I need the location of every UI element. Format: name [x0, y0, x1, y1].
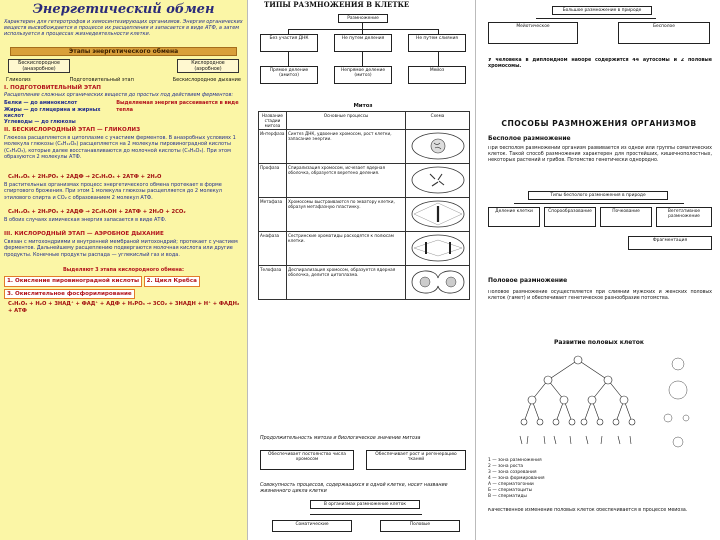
phase-text: Хромосомы выстраиваются по экватору клетки, образуя метафазную пластинку. — [287, 198, 406, 232]
legend-item: 2 — зона роста — [488, 464, 524, 469]
sexual-heading: Половое размножение — [488, 277, 568, 284]
nature-reproduction-box: Большое размножение в природе — [552, 6, 652, 15]
stage2-heading: II. БЕСКИСЛОРОДНЫЙ ЭТАП — ГЛИКОЛИЗ — [4, 127, 141, 134]
col-header-process: Основные процессы — [287, 112, 406, 130]
sexual-cells-box: Половые — [380, 520, 460, 532]
stage2-text: Глюкоза расщепляется в цитоплазме с участием ферментов. В анаэробных условиях 1 молекула глюкозы (C₆H₁₂O₆) расщепляется на 2 молекулы пировиноградной кислоты (C₃H₄O₃), которые далее восстанавливаются до молочной кислоты (C₃H₆O₃). При этом образуются 2 молекулы АТФ. — [4, 135, 236, 160]
phase-name: Интерфаза — [259, 130, 287, 164]
telophase-scheme — [406, 266, 470, 300]
anaphase-scheme — [406, 232, 470, 266]
legend-item: Б — сперматоциты — [488, 488, 533, 493]
table-header-row — [259, 112, 470, 130]
somatic-box: Соматические — [272, 520, 352, 532]
substances-list — [4, 100, 110, 125]
asexual-type-3: Почкование — [600, 207, 652, 227]
asexual-heading: Бесполое размножение — [488, 135, 571, 142]
step-1: 1. Окисление пировиноградной кислоты — [4, 276, 142, 286]
anaerobic-box: Бескислородное (анаэробное) — [8, 59, 70, 73]
sexual-text: Половое размножение осуществляется при слиянии мужских и женских половых клеток (гамет) и обеспечивает генетическое разнообразие потомства. — [488, 290, 712, 301]
significance-box-left: Обеспечивает постоянство числа хромосом — [260, 450, 354, 470]
stages-banner: Этапы энергетического обмена — [10, 47, 237, 56]
meiosis-note: Качественное изменение половых клеток обеспечивается в процессе мейоза. — [488, 508, 688, 513]
asexual-text: При бесполом размножении организм развивается из одной или группы соматических клеток. Такой способ размножения характерен для простейших, кишечнополостных, некоторых растений и грибов. Потомство генетически однородно. — [488, 146, 712, 163]
asexual-type-4: Вегетативное размножение — [656, 207, 712, 227]
asexual-type-2: Спорообразование — [544, 207, 596, 227]
intro-text: Характерен для гетеротрофов и хемосинтезирующих организмов. Энергия органических веществ высвобождается в процессе их расщепления и запасается в виде АТФ, а затем используется в процессах жизнедеятельности клетки. — [4, 19, 243, 38]
legend-item: 3 — зона созревания — [488, 470, 537, 475]
life-cycle-text: Совокупность процессов, содержащихся в одной клетке, носит название жизненного цикла клетки — [260, 483, 448, 494]
type-box-3: Не путем слияния — [408, 34, 466, 52]
stage3-text: Связан с митохондриями и внутренней мембраной митохондрий; протекает с участием ферментов. Дальнейшему расщеплению подвергаются молочная кислота или другие продукты. Конечные продукты распада — углекислый газ и вода. — [4, 239, 238, 258]
asexual-type-1: Деление клетки — [488, 207, 540, 227]
reproduction-box: Размножение — [338, 14, 388, 23]
col-header-stage: Название стадии митоза — [259, 112, 287, 130]
mitosis-significance: Продолжительность митоза и биологическое значение митоза — [260, 436, 421, 441]
gametogenesis-diagram — [492, 352, 712, 456]
step-2: 2. Цикл Кребса — [144, 276, 200, 286]
stage3-heading: III. КИСЛОРОДНЫЙ ЭТАП — АЭРОБНОЕ ДЫХАНИЕ — [4, 231, 164, 238]
sheet-title: Энергетический обмен — [32, 2, 215, 17]
phase-text: Деспирализация хромосом, образуется ядерная оболочка, делится цитоплазма. — [287, 266, 406, 300]
mitosis-title: Митоз — [353, 103, 373, 109]
formula-krebs: C₃H₄O₃ + H₂O + 3НАД⁺ + ФАД⁺ + АДФ + H₃PO₄ → 3CO₂ + 3НАДН + H⁺ + ФАДН₂ + АТФ — [8, 300, 240, 314]
gamete-heading: Развитие половых клеток — [554, 339, 644, 346]
table-row — [259, 232, 470, 266]
step-3: 3. Окислительное фосфорилирование — [4, 289, 135, 299]
phase-name: Телофаза — [259, 266, 287, 300]
organism-box: В организмах размножение клеток — [310, 500, 420, 509]
arrow-label-prep: Подготовительный этап — [69, 77, 134, 83]
legend-list — [488, 458, 638, 500]
asexual-types-title: Типы бесполого размножения в природе — [528, 191, 668, 200]
phase-text: Сестринские хроматиды расходятся к полюсам клетки. — [287, 232, 406, 266]
stage1-heading: I. ПОДГОТОВИТЕЛЬНЫЙ ЭТАП — [4, 85, 101, 92]
stage-arrows — [4, 77, 243, 83]
division-box-1: Прямое деление (амитоз) — [260, 66, 318, 84]
division-box-2: Непрямое деление (митоз) — [334, 66, 392, 84]
interphase-scheme — [406, 130, 470, 164]
meiotic-box: Мейотическое — [488, 22, 578, 44]
col2-heading: ТИПЫ РАЗМНОЖЕНИЯ В КЛЕТКЕ — [264, 0, 410, 9]
arrow-label-anaerobic: Бескислородное дыхание — [172, 77, 241, 83]
arrow-label-glycolysis: Гликолиз — [6, 77, 31, 83]
stage1-text: Расщепление сложных органических веществ до простых под действием ферментов: — [4, 92, 234, 99]
table-row — [259, 198, 470, 232]
substance-carbs: Углеводы — до глюкозы — [4, 119, 76, 126]
legend-item: 1 — зона размножения — [488, 458, 542, 463]
methods-heading: СПОСОБЫ РАЗМНОЖЕНИЯ ОРГАНИЗМОВ — [501, 119, 697, 128]
table-row — [259, 266, 470, 300]
substance-fats: Жиры — до глицерина и жирных кислот — [4, 106, 101, 119]
formula-glycolysis: C₆H₁₂O₆ + 2H₃PO₄ + 2АДФ → 2C₃H₆O₃ + 2АТФ + 2H₂O — [8, 174, 162, 181]
legend-item: 4 — зона формирования — [488, 476, 545, 481]
phase-text: Синтез ДНК, удвоение хромосом, рост клетки, запасание энергии. — [287, 130, 406, 164]
chromosome-text: У человека в диплоидном наборе содержится 44 аутосомы и 2 половые хромосомы. — [488, 58, 712, 69]
significance-box-right: Обеспечивает рост и регенерацию тканей — [366, 450, 466, 470]
metaphase-scheme — [406, 198, 470, 232]
stage2-note: В обоих случаях химическая энергия запасается в виде АТФ. — [4, 217, 167, 224]
legend-item: В — сперматиды — [488, 494, 527, 499]
stage3-sub: Выделяют 3 этапа кислородного обмена: — [62, 267, 185, 274]
phase-name: Метафаза — [259, 198, 287, 232]
table-row — [259, 130, 470, 164]
cell-reproduction-sheet — [250, 0, 476, 540]
phase-text: Спирализация хромосом, исчезает ядерная оболочка, образуется веретено деления. — [287, 164, 406, 198]
legend-item: А — сперматогонии — [488, 482, 534, 487]
asexual-top-box: Бесполое — [618, 22, 710, 44]
type-box-1: Без участия ДНК — [260, 34, 318, 52]
col-header-scheme: Схема — [406, 112, 470, 130]
stage1-energy: Выделяемая энергия рассеивается в виде тепла — [116, 100, 239, 113]
substances-block — [4, 100, 243, 125]
type-box-2: Не путем деления — [334, 34, 392, 52]
formula-fermentation: C₆H₁₂O₆ + 2H₃PO₄ + 2АДФ → 2C₂H₅OH + 2АТФ + 2H₂O + 2CO₂ — [8, 209, 186, 216]
energy-metabolism-sheet — [0, 0, 248, 540]
phase-name: Профаза — [259, 164, 287, 198]
aerobic-box: Кислородное (аэробное) — [177, 59, 239, 73]
stage-diagram — [4, 59, 243, 77]
asexual-type-5: Фрагментация — [628, 236, 712, 250]
table-row — [259, 164, 470, 198]
substance-proteins: Белки — до аминокислот — [4, 100, 78, 107]
mitosis-table — [258, 111, 470, 300]
stage2-text2: В растительных организмах процесс энергетического обмена протекает в форме спиртового брожения. При этом 1 молекула глюкозы расщепляется до 2 молекул этилового спирта и CO₂ с образованием 2 молекул АТФ. — [4, 182, 222, 201]
organism-reproduction-sheet — [478, 0, 720, 540]
prophase-scheme — [406, 164, 470, 198]
phase-name: Анафаза — [259, 232, 287, 266]
division-box-3: Мейоз — [408, 66, 466, 84]
